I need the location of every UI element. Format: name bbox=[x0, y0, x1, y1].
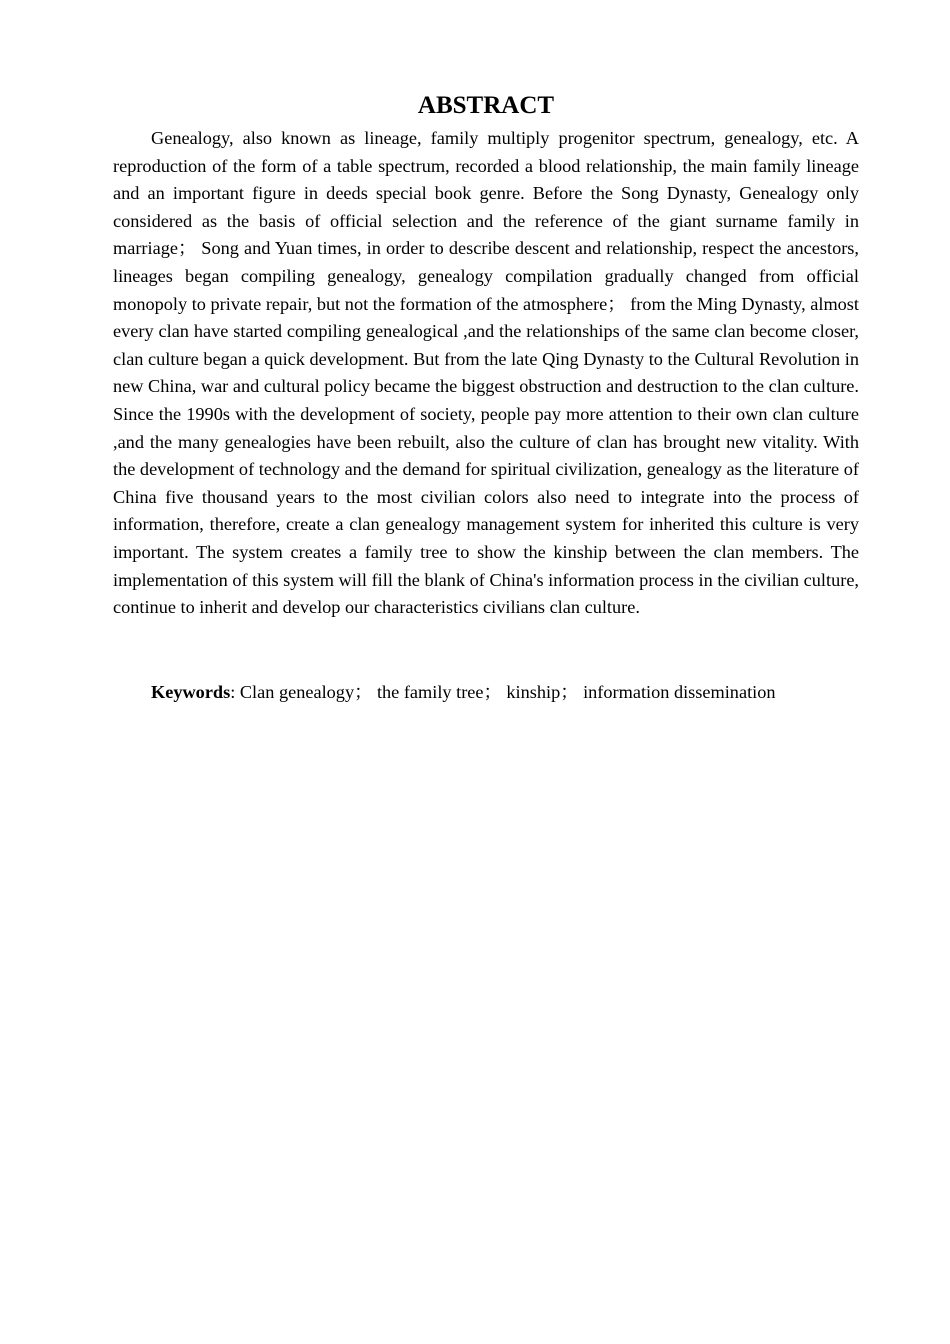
abstract-body-text: Genealogy, also known as lineage, family multiply progenitor spectrum, genealogy, etc. A reproduction of the form of a table spectrum, recorded a blood relationship, the main family lineage and an important figure in deeds special book genre. Before the Song Dynasty, Genealogy only considered as the basis of official selection and the reference of the giant surname family in marriage； Song and Yuan times, in order to describe descent and relationship, respect the ancestors, lineages began compiling genealogy, genealogy compilation gradually changed from official monopoly to private repair, but not the formation of the atmosphere； from the Ming Dynasty, almost every clan have started compiling genealogical ,and the relationships of the same clan become closer, clan culture began a quick development. But from the late Qing Dynasty to the Cultural Revolution in new China, war and cultural policy became the biggest obstruction and destruction to the clan culture. Since the 1990s with the development of society, people pay more attention to their own clan culture ,and the many genealogies have been rebuilt, also the culture of clan has brought new vitality. With the development of technology and the demand for spiritual civilization, genealogy as the literature of China five thousand years to the most civilian colors also need to integrate into the process of information, therefore, create a clan genealogy management system for inherited this culture is very important. The system creates a family tree to show the kinship between the clan members. The implementation of this system will fill the blank of China's information process in the civilian culture, continue to inherit and develop our characteristics civilians clan culture. bbox=[113, 128, 859, 618]
abstract-title: ABSTRACT bbox=[417, 92, 555, 119]
keywords-label: Keywords bbox=[151, 682, 231, 702]
keywords-list: : Clan genealogy； the family tree； kinship； information dissemination bbox=[230, 682, 776, 702]
keywords-line bbox=[113, 679, 859, 707]
